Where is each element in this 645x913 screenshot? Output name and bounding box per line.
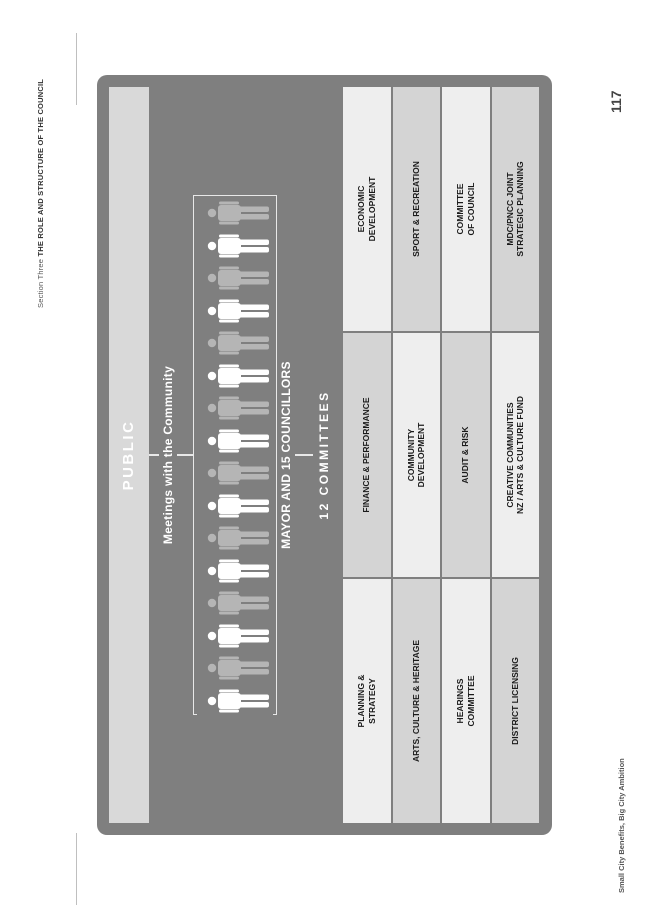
bracket-left-bottom-tick (273, 714, 277, 715)
committee-cell: CREATIVE COMMUNITIES NZ / ARTS & CULTURE FUND (492, 333, 540, 577)
bracket-right (193, 195, 277, 196)
header-rule (76, 33, 77, 105)
person-icon (207, 429, 269, 453)
bracket-bottom (276, 195, 277, 715)
council-structure-diagram (97, 75, 552, 835)
person-icon-grey (207, 331, 269, 355)
committee-cell: COMMITTEE OF COUNCIL (442, 87, 490, 331)
mayor-label: MAYOR AND 15 COUNCILLORS (279, 361, 293, 549)
person-icon-grey (207, 461, 269, 485)
person-icon-grey (207, 656, 269, 680)
committee-grid (343, 87, 539, 823)
councillor-figures (203, 201, 269, 713)
person-icon (207, 494, 269, 518)
section-prefix: Section Three (36, 258, 45, 308)
committee-cell: PLANNING & STRATEGY (343, 579, 391, 823)
person-icon (207, 624, 269, 648)
committee-cell: FINANCE & PERFORMANCE (343, 333, 391, 577)
committee-cell: COMMUNITY DEVELOPMENT (393, 333, 441, 577)
meetings-label: Meetings with the Community (161, 365, 175, 545)
person-icon-grey (207, 526, 269, 550)
committees-label: 12 COMMITTEES (317, 390, 331, 520)
person-icon (207, 234, 269, 258)
person-icon (207, 299, 269, 323)
bracket-top (193, 195, 194, 715)
person-icon (207, 689, 269, 713)
section-header (36, 79, 45, 308)
committee-cell: ECONOMIC DEVELOPMENT (343, 87, 391, 331)
section-title: THE ROLE AND STRUCTURE OF THE COUNCIL (36, 78, 45, 257)
connector-meetings (177, 454, 193, 456)
person-icon-grey (207, 266, 269, 290)
committee-cell: SPORT & RECREATION (393, 87, 441, 331)
public-banner: PUBLIC (109, 87, 149, 823)
committee-cell: MDC/PNCC JOINT STRATEGIC PLANNING (492, 87, 540, 331)
footer-title: Small City Benefits, Big City Ambition (617, 758, 626, 893)
person-icon (207, 559, 269, 583)
committee-cell: AUDIT & RISK (442, 333, 490, 577)
connector-public (149, 454, 159, 456)
connector-mayor (295, 454, 313, 456)
person-icon-grey (207, 396, 269, 420)
footer-rule (76, 833, 77, 905)
committee-cell: ARTS, CULTURE & HERITAGE (393, 579, 441, 823)
page-number: 117 (608, 90, 624, 113)
committee-cell: HEARINGS COMMITTEE (442, 579, 490, 823)
person-icon-grey (207, 201, 269, 225)
person-icon (207, 364, 269, 388)
committee-cell: DISTRICT LICENSING (492, 579, 540, 823)
person-icon-grey (207, 591, 269, 615)
